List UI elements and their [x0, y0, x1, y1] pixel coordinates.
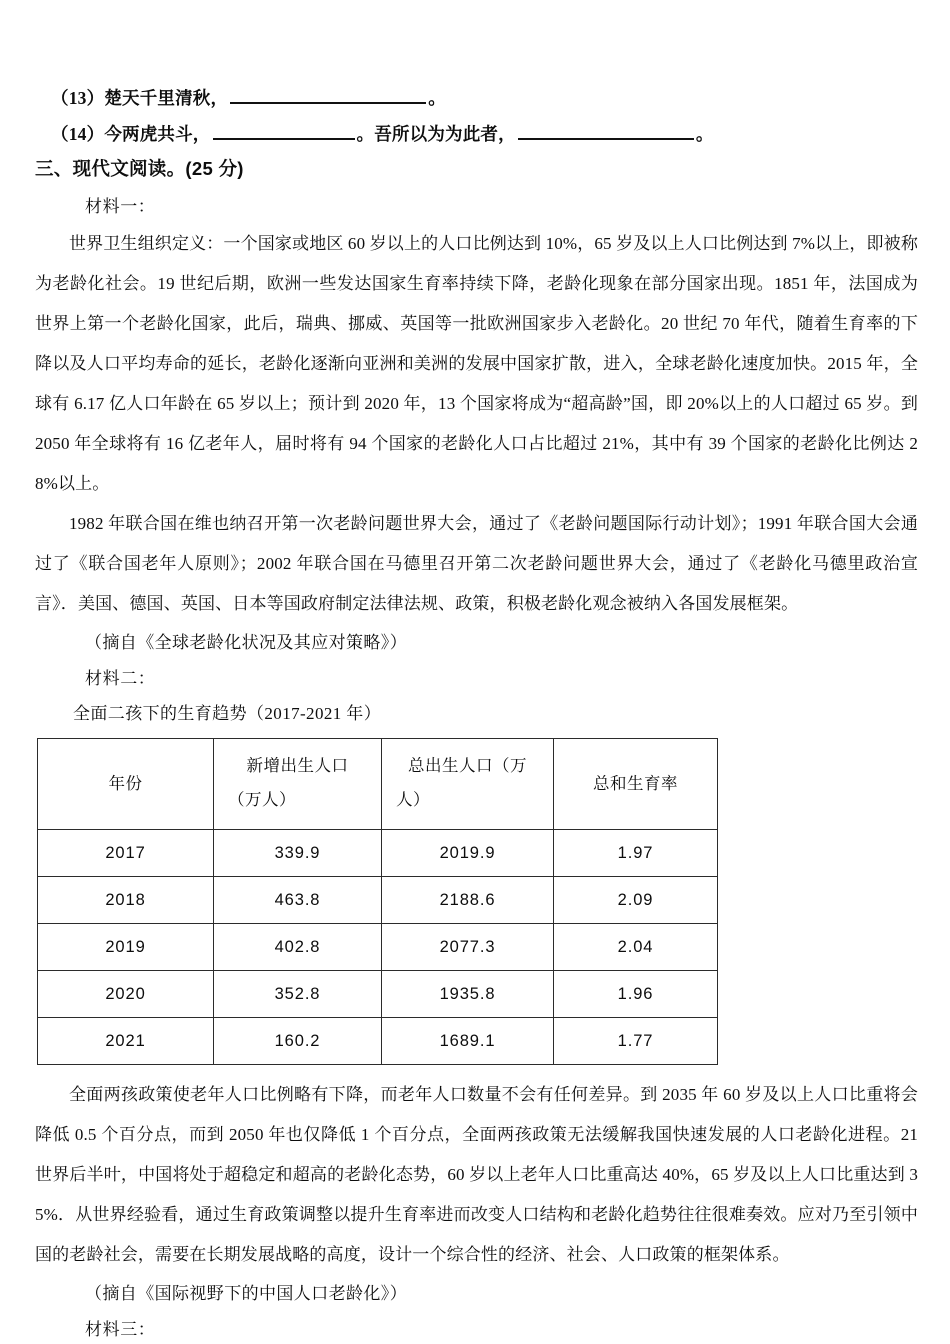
- cell-new-births: 402.8: [214, 924, 382, 971]
- table-row: [38, 830, 718, 877]
- cell-total-births: 2077.3: [382, 924, 554, 971]
- column-header-fertility-rate: [554, 739, 718, 830]
- material-one-paragraph-1: 世界卫生组织定义：一个国家或地区 60 岁以上的人口比例达到 10%，65 岁及以上人口比例达到 7%以上，即被称为老龄化社会。19 世纪后期，欧洲一些发达国家生育率持续下降，老龄化现象在部分国家出现。1851 年，法国成为世界上第一个老龄化国家，此后，瑞典、挪威、英国等一批欧洲国家步入老龄化。20 世纪 70 年代，随着生育率的下降以及人口平均寿命的延长，老龄化逐渐向亚洲和美洲的发展中国家扩散，进入，全球老龄化速度加快。2015 年，全球有 6.17 亿人口年龄在 65 岁以上；预计到 2020 年，13 个国家将成为“超高龄”国，即 20%以上的人口超过 65 岁。到 2050 年全球将有 16 亿老年人，届时将有 94 个国家的老龄化人口占比超过 21%，其中有 39 个国家的老龄化比例达 28%以上。: [35, 234, 918, 493]
- material-two-label: 材料二：: [85, 669, 156, 688]
- question-14-stem-b: 。吾所以为为此者，: [356, 124, 516, 144]
- table-row: [38, 1018, 718, 1065]
- question-14-blank-2[interactable]: [518, 120, 694, 140]
- fill-question-13: [35, 82, 918, 114]
- column-header-year: [38, 739, 214, 830]
- column-header-new-births-line2: （万人）: [228, 790, 296, 809]
- birth-trend-table: [37, 738, 718, 1065]
- table-row: [38, 924, 718, 971]
- cell-total-births: 1935.8: [382, 971, 554, 1018]
- cell-year: 2020: [38, 971, 214, 1018]
- cell-fertility-rate: 1.96: [554, 971, 718, 1018]
- column-header-total-births: [382, 739, 554, 830]
- table-header-row: [38, 739, 718, 830]
- column-header-new-births-line1: 新增出生人口: [246, 756, 349, 775]
- material-one-source: （摘自《全球老龄化状况及其应对策略》）: [85, 633, 408, 652]
- question-13-blank[interactable]: [230, 84, 426, 104]
- cell-new-births: 160.2: [214, 1018, 382, 1065]
- column-header-total-births-line1: 总出生人口（万: [408, 756, 527, 775]
- material-two-paragraph: 全面两孩政策使老年人口比例略有下降，而老年人口数量不会有任何差异。到 2035 年 60 岁及以上人口比重将会降低 0.5 个百分点，而到 2050 年也仅降低 1 个百分点，全面两孩政策无法缓解我国快速发展的人口老龄化进程。21 世界后半叶，中国将处于超稳定和超高的老龄化态势，60 岁以上老年人口比重高达 40%，65 岁及以上人口比重达到 35%．从世界经验看，通过生育政策调整以提升生育率进而改变人口结构和老龄化趋势往往很难奏效。应对乃至引领中国的老龄社会，需要在长期发展战略的高度，设计一个综合性的经济、社会、人口政策的框架体系。: [35, 1085, 918, 1264]
- cell-new-births: 463.8: [214, 877, 382, 924]
- fill-question-14: [35, 118, 918, 150]
- cell-fertility-rate: 1.77: [554, 1018, 718, 1065]
- cell-fertility-rate: 2.09: [554, 877, 718, 924]
- question-13-number: （13）: [51, 88, 105, 108]
- material-one-paragraph-2: 1982 年联合国在维也纳召开第一次老龄问题世界大会，通过了《老龄问题国际行动计划》；1991 年联合国大会通过了《联合国老年人原则》；2002 年联合国在马德里召开第二次老龄问题世界大会，通过了《老龄化马德里政治宣言》．美国、德国、英国、日本等国政府制定法律法规、政策，积极老龄化观念被纳入各国发展框架。: [35, 514, 918, 613]
- cell-year: 2019: [38, 924, 214, 971]
- cell-fertility-rate: 1.97: [554, 830, 718, 877]
- column-header-new-births: [214, 739, 382, 830]
- question-14-number: （14）: [51, 124, 105, 144]
- table-bottom-spacer: [35, 1065, 918, 1075]
- section-heading-modern-reading: 三、现代文阅读。(25 分): [35, 158, 244, 179]
- question-14-punct: 。: [695, 124, 714, 144]
- table-row: [38, 877, 718, 924]
- question-13-punct: 。: [428, 88, 446, 108]
- table-row: [38, 971, 718, 1018]
- column-header-total-births-line2: 人）: [396, 790, 430, 809]
- cell-total-births: 2019.9: [382, 830, 554, 877]
- material-two-source: （摘自《国际视野下的中国人口老龄化》）: [85, 1284, 408, 1303]
- material-three-label: 材料三：: [85, 1320, 156, 1339]
- cell-year: 2017: [38, 830, 214, 877]
- cell-total-births: 2188.6: [382, 877, 554, 924]
- cell-total-births: 1689.1: [382, 1018, 554, 1065]
- cell-new-births: 339.9: [214, 830, 382, 877]
- material-one-label: 材料一：: [85, 197, 156, 216]
- column-header-year-text: 年份: [108, 774, 143, 793]
- question-14-blank-1[interactable]: [213, 120, 355, 140]
- question-13-stem: 楚天千里清秋，: [104, 88, 229, 108]
- cell-fertility-rate: 2.04: [554, 924, 718, 971]
- table-body: [38, 830, 718, 1065]
- cell-new-births: 352.8: [214, 971, 382, 1018]
- column-header-total-births-text: [382, 739, 553, 817]
- column-header-new-births-text: [214, 739, 381, 817]
- table-caption: 全面二孩下的生育趋势（2017-2021 年）: [73, 704, 382, 723]
- column-header-fertility-rate-text: 总和生育率: [593, 774, 678, 793]
- question-14-stem-a: 今两虎共斗，: [104, 124, 211, 144]
- cell-year: 2018: [38, 877, 214, 924]
- cell-year: 2021: [38, 1018, 214, 1065]
